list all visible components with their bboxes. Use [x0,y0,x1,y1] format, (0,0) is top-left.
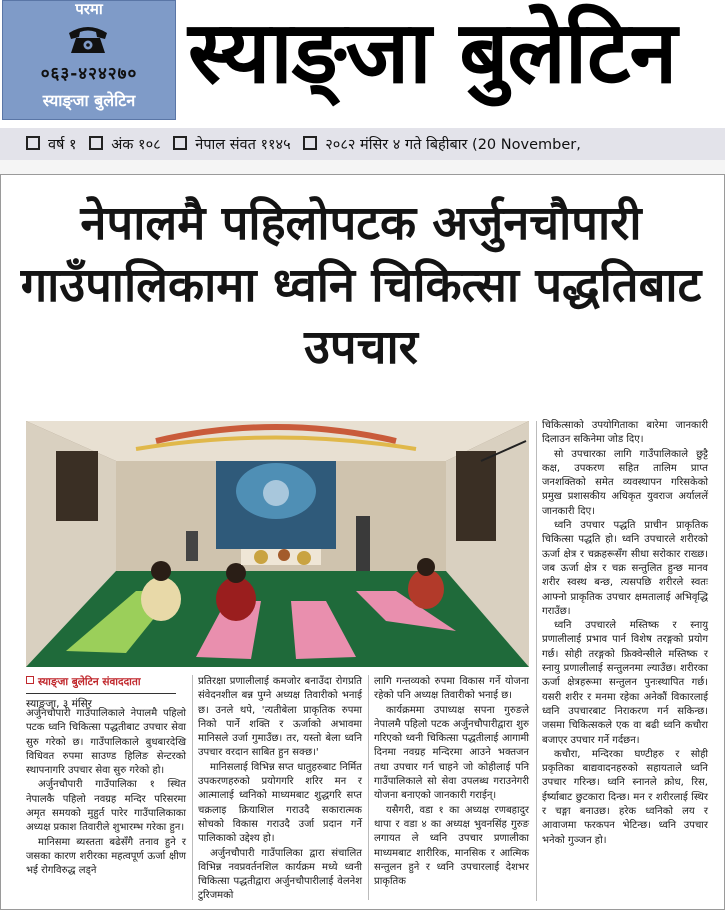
column-separator [192,675,193,900]
issue-info-row [18,134,581,154]
byline-dateline: स्याङ्जा, ३ मंसिर [26,698,92,710]
byline-reporter: स्याङ्जा बुलेटिन संवाददाता [38,676,141,688]
column-separator [536,421,537,901]
masthead [0,0,725,128]
bullet-square-icon [89,136,103,150]
article-column-2 [198,675,362,904]
issue-nepal-samvat: नेपाल संवत ११४५ [195,137,291,153]
newspaper-title: स्याङ्जा बुलेटिन [188,3,677,103]
article-column-1 [26,707,186,879]
paragraph: मानिसमा ब्यस्तता बढेसँगै तनाव हुने र जसका कारण शरीरका महत्वपूर्ण ऊर्जा क्षीण भई रोगविरुद्ध लड्ने [26,836,186,877]
paragraph: प्रतिरक्षा प्रणालीलाई कमजोर बनाउँदा रोगप्रति संवेदनशील बन्न पुग्ने अध्यक्ष तिवारीको भनाई छ। उनले थपे, 'त्यतीबेला प्राकृतिक रुपमा निको पार्ने शक्ति र ऊर्जाको अभावमा मानिसले उर्जा गुमाउँछ। तर, यस्तो बेला ध्वनि उपचार वरदान साबित हुन सक्छ।' [198,676,362,759]
byline-rule [26,693,176,694]
paragraph: मानिसलाई विभिन्न सप्त धातुहरुबाट निर्मित उपकरणहरुको प्रयोगगरि शरिर मन र आत्मालाई ध्वनिको माध्यमबाट शुद्धगरि सप्त चक्रलाइ क्रियाशिल गराउदै सकारात्मक सोचको विकास गराउदै उर्जा प्रदान गर्ने पालिकाको उद्देश्य हो। [198,761,362,845]
paragraph: कचौरा, मन्दिरका घण्टीहरु र सोही प्रकृतिका बाद्यवादनहरुको सहायताले ध्वनि उपचार गरिन्छ। ध्वनि स्नानले क्रोध, रिस, ईर्ष्याबाट छुटकारा दिन्छ। मन र शरीरलाई स्थिर र चङ्गा बनाउछ। हरेक ध्वनिको लय र आवाजमा फरकपन भेटिन्छ। ध्वनि उपचार भनेको गुञ्जन हो। [542,748,708,846]
logo-name: स्याङ्जा बुलेटिन [42,91,136,110]
issue-info-bar [0,128,725,160]
bullet-square-icon [173,136,187,150]
telephone-icon [65,23,111,55]
article-byline [26,675,186,711]
article [0,174,725,910]
article-column-3 [374,675,529,889]
paragraph: ध्वनि उपचारले मस्तिष्क र स्नायु प्रणालीलाई प्रभाव पार्न विशेष तरङ्गको प्रयोग गर्छ। सोही तरङ्गको फ्रिक्वेन्सीले मस्तिष्क र स्नायु प्रणालीलाई सन्तुलनमा ल्याउँछ। शरीरका ऊर्जा क्षेत्रहरूमा सन्तुलन पुनःस्थापित गर्छ। यसरी शरीर र मनमा रहेका अनेकौं विकारलाई ध्वनि उपचारबाट निराकरण गर्न सकिन्छ। जसमा चिकित्सकले एक वा बढी ध्वनि कचौरा बजाएर उपचार गर्ने गर्दछन। [542,620,708,746]
paragraph: कार्यक्रममा उपाध्यक्ष सपना गुरुङले नेपालमै पहिलो पटक अर्जुनचौपारीद्वारा शुरु गरिएको ध्वनी चिकित्सा पद्धतीलाई आगामी दिनमा नवग्रह मन्दिरमा आउने भक्तजन तथा उपचार गर्न चाहने जो कोहीलाई पनि गाउँपालिकाले सो सेवा उपलब्ध गराउनेगरी योजना बनाएको जानकारी गराईन्। [374,704,529,802]
phone-number: ०६३-४२४२७० [40,64,138,84]
issue-volume: वर्ष १ [48,137,77,153]
article-headline: नेपालमै पहिलोपटक अर्जुनचौपारी गाउँपालिकामा ध्वनि चिकित्सा पद्धतिबाट उपचार [20,196,702,375]
divider [0,160,725,174]
paragraph: लागि गन्तव्यको रुपमा विकास गर्ने योजना रहेको पनि अध्यक्ष तिवारीको भनाई छ। [374,676,529,702]
issue-date: २०८२ मंसिर ४ गते बिहीबार (20 November, [325,137,581,153]
publisher-logo-box [2,0,176,120]
article-photo [26,421,529,667]
bullet-square-icon [303,136,317,150]
issue-number: अंक १०८ [111,137,161,153]
paragraph: चिकित्साको उपयोगिताका बारेमा जानकारी दिलाउन सकिनेमा जोड दिए। [542,420,708,446]
paragraph: अर्जुनचौपारी गाउँपालिका १ स्थित नेपालकै पहिलो नवग्रह मन्दिर परिसरमा अमृत समयको मुहुर्त पारेर गाउँपालिकाका अध्यक्ष प्रकाश तिवारीले शुभारम्भ गरेका हुन। [26,779,186,834]
paragraph: ध्वनि उपचार पद्धति प्राचीन प्राकृतिक चिकित्सा पद्धति हो। ध्वनि उपचारले शरीरको ऊर्जा क्षेत्र र चक्रहरूसँग सीधा सरोकार राख्छ। जब ऊर्जा क्षेत्र र चक्र सन्तुलित हुन्छ मानव शरीर स्वस्थ बन्छ, त्यसपछि शरीरले स्वतः आफ्नो प्राकृतिक उपचार क्षमतालाई अभिवृद्धि गराउँछ। [542,520,708,617]
paragraph: सो उपचारका लागि गाउँपालिकाले छुट्टै कक्ष, उपकरण सहित तालिम प्राप्त जनशक्तिको समेत व्यवस्थापन गरिसकेको प्रमुख प्रशासकीय अधिकृत युवराज अर्याललें जानकारी दिए। [542,448,708,517]
bullet-square-icon [26,136,40,150]
paragraph: अर्जुनचौपारी गाउँपालिकाले नेपालमै पहिलो पटक ध्वनि चिकित्सा पद्धतीबाट उपचार सेवा सुरु गरेको छ। गाउँपालिकाले बुधबारदेखि विधिवत रुपमा साउण्ड हिलिङ सेन्टरको स्थापनागरि उपचार सेवा सुरु गरेको हो। [26,708,186,777]
sound-healing-photo [26,421,529,667]
paragraph: यसैगरी, वडा १ का अध्यक्ष रणबहादुर थापा र वडा ४ का अध्यक्ष भुवनसिंह गुरुङ लगायत ले ध्वनि उपचार प्रणालीका माध्यमबाट शारीरिक, मानसिक र आत्मिक सन्तुलन हुने र ध्वनि उपचारलाई देशभर प्राकृतिक [374,804,529,888]
column-separator [368,675,369,900]
paragraph: अर्जुनचौपारी गाउँपालिका द्वारा संचालित विभिन्न नवप्रवर्तनशिल कार्यक्रम मध्ये ध्वनी चिकित्सा पद्धतीद्वारा अर्जुनचौपारीलाई वेलनेश टुरिजमको [198,847,362,902]
article-column-4 [542,419,708,848]
bullet-square-icon [26,676,34,684]
logo-top-text: परमा [75,0,103,18]
